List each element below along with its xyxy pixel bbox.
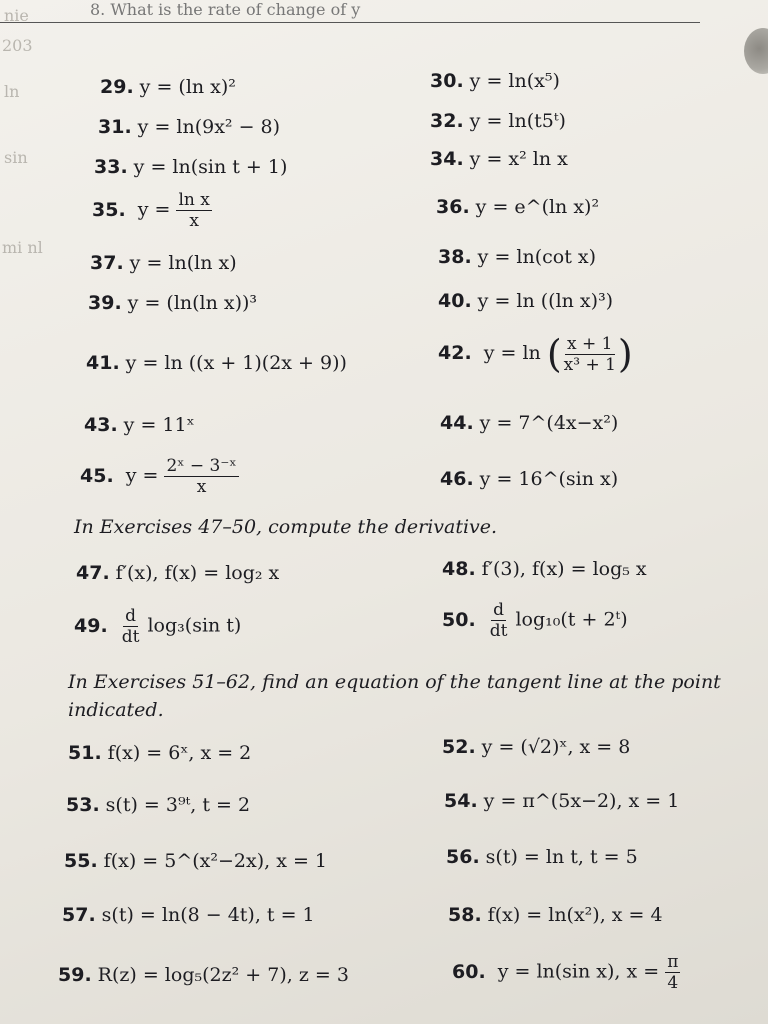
exercise-49: 49. $\frac{d}{dt}$ log₃(sin t) [74,606,242,647]
exercise-59: 59. R(z) = log₅(2z² + 7), z = 3 [58,964,349,986]
header-rule [0,0,700,23]
exercise-51: 51. f(x) = 6ˣ, x = 2 [68,742,252,764]
exercise-54: 54. y = π^(5x−2), x = 1 [444,790,680,812]
bleed-text: ln [4,82,20,101]
exercise-34: 34. y = x² ln x [430,148,568,170]
exercise-37: 37. y = ln(ln x) [90,252,237,274]
binder-hole [744,28,768,74]
exercise-43: 43. y = 11ˣ [84,414,195,436]
exercise-41: 41. y = ln ((x + 1)(2x + 9)) [86,352,347,374]
instruction-derivative: In Exercises 47–50, compute the derivative. [74,516,498,538]
exercise-55: 55. f(x) = 5^(x²−2x), x = 1 [64,850,328,872]
exercise-56: 56. s(t) = ln t, t = 5 [446,846,638,868]
fraction: $\frac{d}{dt}$ [121,606,140,647]
exercise-50: 50. $\frac{d}{dt}$ log₁₀(t + 2ᵗ) [442,600,628,641]
exercise-48: 48. f′(3), f(x) = log₅ x [442,558,647,580]
exercise-29: 29. y = (ln x)² [100,76,236,98]
exercise-47: 47. f′(x), f(x) = log₂ x [76,562,280,584]
exercise-53: 53. s(t) = 3⁹ᵗ, t = 2 [66,794,251,816]
exercise-52: 52. y = (√2)ˣ, x = 8 [442,736,631,758]
exercise-58: 58. f(x) = ln(x²), x = 4 [448,904,663,926]
header-fragment: 8. What is the rate of change of y [90,0,361,19]
exercise-57: 57. s(t) = ln(8 − 4t), t = 1 [62,904,315,926]
exercise-31: 31. y = ln(9x² − 8) [98,116,281,138]
right-paren: ) [617,332,633,376]
exercise-35: 35. y = $\frac{\text{ln x}}{x}$ [92,190,210,231]
fraction: $\frac{x + 1}{\text{x³ + 1}}$ [563,333,616,375]
exercise-44: 44. y = 7^(4x−x²) [440,412,619,434]
bleed-text: sin [4,148,28,167]
bleed-text: 203 [2,36,33,55]
fraction: $\frac{\text{ln x}}{x}$ [178,190,210,231]
fraction: $\frac{d}{dt}$ [489,600,508,641]
exercise-39: 39. y = (ln(ln x))³ [88,292,258,314]
exercise-60: 60. y = ln(sin x), x = $\frac{\pi}{4}$ [452,952,679,993]
exercise-33: 33. y = ln(sin t + 1) [94,156,288,178]
bleed-text: nie [4,6,29,25]
exercise-42: 42. y = ln ( $\frac{x + 1}{\text{x³ + 1}}$ ) [438,332,633,376]
exercise-46: 46. y = 16^(sin x) [440,468,619,490]
instruction-tangent: In Exercises 51–62, find an equation of the tangent line at the point indicated. [68,671,721,721]
exercise-36: 36. y = e^(ln x)² [436,196,600,218]
bleed-text: mi nl [2,238,43,257]
exercise-30: 30. y = ln(x⁵) [430,70,560,92]
exercise-32: 32. y = ln(t5ᵗ) [430,110,566,132]
fraction: $\frac{\pi}{4}$ [667,952,679,993]
exercise-45: 45. y = $\frac{\text{2ˣ − 3⁻ˣ}}{x}$ [80,456,237,497]
exercise-38: 38. y = ln(cot x) [438,246,597,268]
left-paren: ( [546,332,562,376]
exercise-40: 40. y = ln ((ln x)³) [438,290,614,312]
fraction: $\frac{\text{2ˣ − 3⁻ˣ}}{x}$ [166,456,237,497]
